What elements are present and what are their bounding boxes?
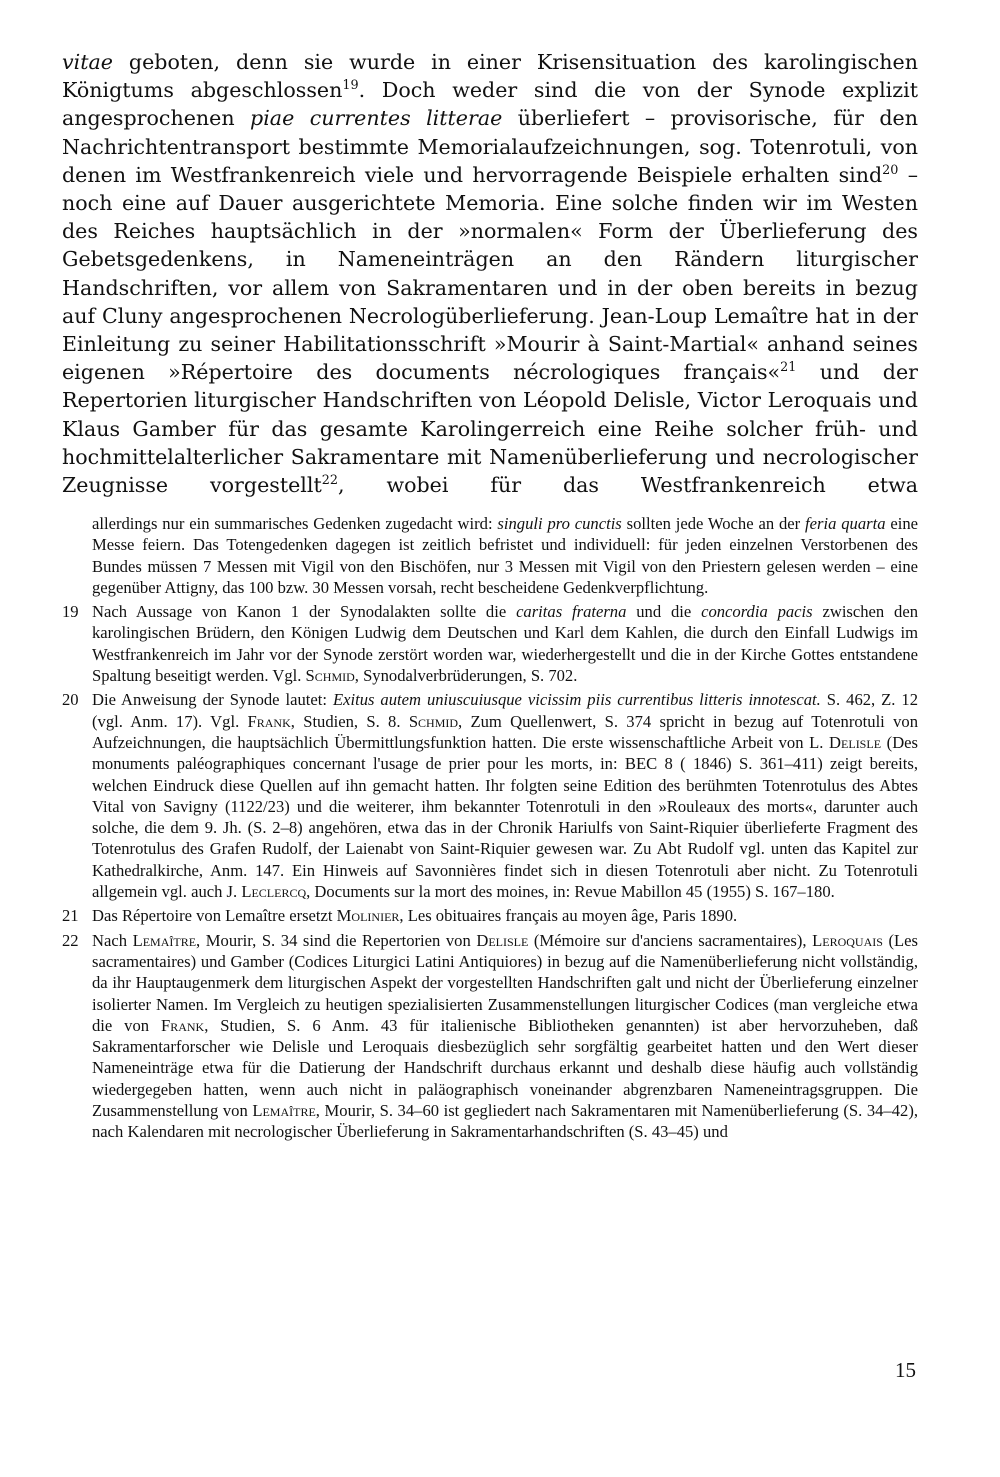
text-run: , Mourir, S. 34–60 ist gegliedert nach Sakramentaren mit Namenüberlieferung (S. 34–42), nach Kalendaren mit necrologischer Überlieferung in Sakramentarhandschriften (S. 43–45) und <box>92 1101 918 1142</box>
text-run: , Documents sur la mort des moines, in: Revue Mabillon 45 (1955) S. 167–180. <box>306 882 835 902</box>
author-name: Delisle <box>829 732 882 752</box>
italic-term: caritas fraterna <box>516 602 627 622</box>
footnote-text <box>92 930 918 1143</box>
text-run: sollten jede Woche an der <box>621 514 806 533</box>
text-run: zwischen den karolingischen Brüdern, den Königen Ludwig dem Deutschen und Karl dem Kahlen, die durch den Einfall Ludwigs im Westfrankenreich im Jahr vor der Synode zerstört worden war, wiederhergestellt und die in der Kirche Gottes entstandene Spaltung beseitigt werden. Vgl. <box>92 602 919 686</box>
author-name: Schmid <box>408 711 459 731</box>
italic-term: vitae <box>62 50 113 74</box>
footnote-ref-20: 20 <box>882 162 899 178</box>
text-run: Die Anweisung der Synode lautet: <box>92 690 333 710</box>
footnote-ref-21: 21 <box>780 360 797 376</box>
italic-term: singuli pro cunctis <box>497 514 622 533</box>
text-run: , Synodalverbrüderungen, S. 702. <box>354 666 578 686</box>
footnote-number: 22 <box>62 930 79 950</box>
text-run: und der Repertorien liturgischer Handschriften von Léopold Delisle, Victor Leroquais und Klaus Gamber für das gesamte Karolingerreich eine Reihe solcher früh- und hochmittelalterlicher Sakramentare mit Namenüberlieferung und necrologischer Zeugnisse vorgestellt <box>62 360 918 498</box>
author-name: Delisle <box>476 930 529 950</box>
text-run: eine Messe feiern. Das Totengedenken dagegen ist zeitlich befristet und individuell: für jeden einzelnen Verstorbenen des Bundes müssen 7 Messen mit Vigil von den Bischöfen, nur 3 Messen mit Vigil von den Priestern gelesen werden – eine gegenüber Attigny, das 100 bzw. 30 Messen vorsah, recht bescheidene Gedenkverpflichtung. <box>92 514 918 597</box>
text-run: Das Répertoire von Lemaître ersetzt <box>92 906 337 926</box>
footnote-20 <box>62 689 918 902</box>
text-run: überliefert – provisorische, für den Nachrichtentransport bestimmte Memorialaufzeichnungen, sog. Totenrotuli, von denen im Westfrankenreich viele und hervorragende Beispiele erhalten sind <box>62 106 918 187</box>
italic-term: feria quarta <box>805 514 886 533</box>
text-run: , wobei für das Westfrankenreich etwa <box>338 473 919 498</box>
text-run: , Studien, S. 8. <box>290 711 409 731</box>
text-run: , Les obituaires français au moyen âge, Paris 1890. <box>399 906 738 926</box>
text-run: , Zum Quellenwert, S. 374 spricht in bezug auf Totenrotuli von Aufzeichnungen, die hauptsächlich Übermittlungsfunktion hatten. Die erste wissenschaftliche Arbeit von L. <box>92 711 918 752</box>
author-name: Frank <box>247 711 291 731</box>
text-run: (Les sacramentaires) und Gamber (Codices Liturgici Latini Antiquiores) in bezug auf die Namenüberlieferung nicht vollständig, da ihr Hauptaugenmerk dem liturgischen Aspekt der vorgestellten Handschriften galt und nicht der Überlieferung einzelner isolierter Namen. Im Vergleich zu heutigen spezialisierten Zusammenstellungen liturgischer Codices (man vergleiche etwa die von <box>92 930 918 1035</box>
text-run: geboten, denn sie wurde in einer Krisensituation des karolingischen Königtums abgeschlossen <box>62 50 918 103</box>
footnotes <box>62 513 918 1146</box>
body-paragraph <box>62 48 918 499</box>
text-run: S. 462, Z. 12 (vgl. Anm. 17). Vgl. <box>92 690 919 731</box>
text-run: Nach <box>92 930 133 950</box>
italic-term: Exitus autem uniuscuiusque vicissim piis currentibus litteris innotescat. <box>332 690 821 710</box>
italic-term: piae currentes litterae <box>250 106 503 131</box>
footnote-22 <box>62 930 918 1143</box>
author-name: Lemaître <box>132 930 197 950</box>
text-run: (Des monuments paléographiques concernant l'usage de prier pour les morts, in: BEC 8 ( 1846) S. 361–411) zeigt bereits, welchen Eindruck diese Quellen auf ihn gemacht hatten. Ihr folgten seine Edition des berühmten Totenrotulus des Abtes Vital von Savigny (1122/23) und die weiterer, ihm bekannter Totenrotuli in den »Rouleaux des morts«, darunter auch solche, die dem 9. Jh. (S. 2–8) angehören, etwa das in der Chronik Hariulfs von Saint-Riquier überlieferte Fragment des Totenrotulus des Grafen Rudolf, der Laienabt von Saint-Riquier gewesen war. Zu Abt Rudolf vgl. unten das Kapitel zur Kathedralkirche, Anm. 147. Ein Hinweis auf Savonnières findet sich in diesen Totenrotuli aber nicht. Zu Totenrotuli allgemein vgl. auch J. <box>92 732 918 902</box>
footnote-19 <box>62 601 918 686</box>
footnote-18-continued <box>92 513 918 598</box>
text-run: , Studien, S. 6 Anm. 43 für italienische Bibliotheken genannten) ist aber hervorzuheben, daß Sakramentarforscher wie Delisle und Leroquais diesbezüglich sehr sorgfältig gearbeitet hatten und den Wert dieser Nameneinträge etwa für die Datierung der Handschrift durchaus erkannt und deshalb diese häufig auch vollständig wiedergegeben hatten, wenn auch nicht in paläographisch voneinander abgrenzbaren Nameneintragsgruppen. Die Zusammenstellung von <box>92 1015 918 1121</box>
text-run: und die <box>626 602 702 622</box>
footnote-text <box>92 689 918 902</box>
text-run: allerdings nur ein summarisches Gedenken zugedacht wird: <box>92 514 498 533</box>
author-name: Leclercq <box>241 882 307 902</box>
footnote-ref-22: 22 <box>321 473 338 489</box>
footnote-21 <box>62 905 918 926</box>
author-name: Schmid <box>305 666 355 686</box>
author-name: Frank <box>160 1015 205 1035</box>
footnote-text <box>92 601 918 686</box>
footnote-ref-19: 19 <box>342 78 359 94</box>
text-run: . Doch weder sind die von der Synode explizit angesprochenen <box>62 78 918 131</box>
body-text <box>62 48 918 499</box>
text-run: , Mourir, S. 34 sind die Repertorien von <box>196 930 477 950</box>
author-name: Molinier <box>336 906 400 926</box>
footnote-number: 21 <box>62 906 79 926</box>
text-run: Nach Aussage von Kanon 1 der Synodalakten sollte die <box>92 602 517 622</box>
page-number: 15 <box>895 1358 916 1382</box>
author-name: Leroquais <box>812 930 883 950</box>
text-run: (Mémoire sur d'anciens sacramentaires), <box>528 930 813 950</box>
footnote-number: 20 <box>62 690 79 710</box>
italic-term: concordia pacis <box>701 602 813 622</box>
text-run: – noch eine auf Dauer ausgerichtete Memoria. Eine solche finden wir im Westen des Reiches hauptsächlich in der »normalen« Form der Überlieferung des Gebetsgedenkens, in Nameneinträgen an den Rändern liturgischer Handschriften, vor allem von Sakramentaren und in der oben bereits in bezug auf Cluny angesprochenen Necrologüberlieferung. Jean-Loup Lemaître hat in der Einleitung zu seiner Habilitationsschrift »Mourir à Saint-Martial« anhand seines eigenen »Répertoire des documents nécrologiques français« <box>62 162 918 385</box>
footnote-number: 19 <box>62 602 79 622</box>
footnote-text <box>92 905 918 926</box>
author-name: Lemaître <box>252 1101 316 1121</box>
